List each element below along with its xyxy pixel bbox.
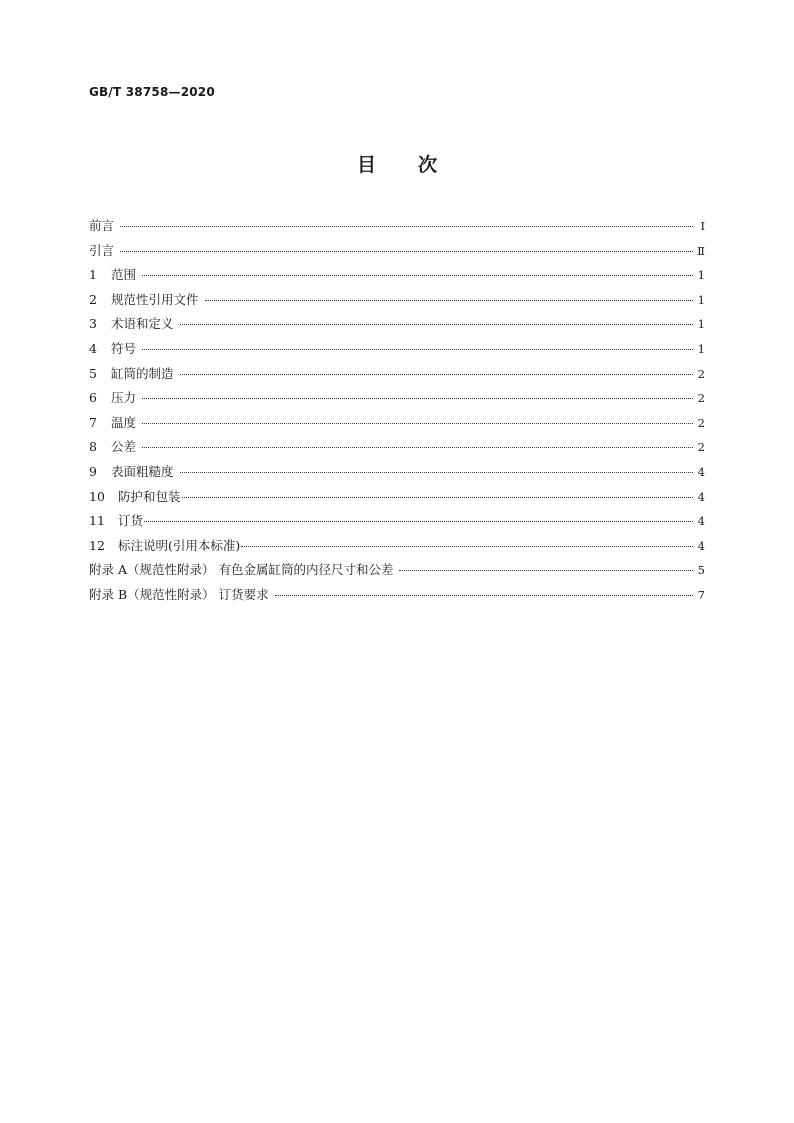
toc-leader <box>144 521 693 522</box>
toc-number: 10 <box>89 488 105 504</box>
toc-leader <box>142 423 693 424</box>
toc-leader <box>142 447 693 448</box>
toc-leader <box>180 374 693 375</box>
toc-entry-annex-b[interactable] <box>89 585 705 610</box>
toc-page: 1 <box>697 268 705 283</box>
page-title <box>0 150 794 177</box>
toc-number: 12 <box>89 537 105 553</box>
toc-number: 11 <box>89 513 105 529</box>
toc-label: 压力 <box>111 390 137 406</box>
toc-label: 温度 <box>111 414 137 430</box>
toc-label: 订货 <box>118 513 144 529</box>
toc-page: 2 <box>697 391 705 406</box>
toc-leader <box>275 595 693 596</box>
toc-number: 3 <box>89 316 97 332</box>
toc-entry-3[interactable] <box>89 314 705 339</box>
toc-entry-6[interactable] <box>89 388 705 413</box>
toc-leader <box>142 275 693 276</box>
toc-entry-8[interactable] <box>89 437 705 462</box>
toc-label: 缸筒的制造 <box>111 365 174 381</box>
toc-entry-10[interactable] <box>89 487 705 512</box>
toc-label: 防护和包装 <box>118 488 181 504</box>
toc-leader <box>182 497 693 498</box>
toc-page: 4 <box>697 538 705 553</box>
toc-number: 5 <box>89 365 97 381</box>
toc-page: Ⅱ <box>697 243 705 258</box>
toc-number: 7 <box>89 414 97 430</box>
toc-page: 2 <box>697 415 705 430</box>
toc-leader <box>142 398 693 399</box>
toc-label: 术语和定义 <box>111 316 174 332</box>
toc-number: 4 <box>89 340 97 356</box>
toc-label: 标注说明(引用本标准) <box>118 537 241 553</box>
toc-entry-1[interactable] <box>89 265 705 290</box>
toc-label: 附录 B（规范性附录） 订货要求 <box>89 586 269 602</box>
toc-number: 8 <box>89 439 97 455</box>
toc-entry-9[interactable] <box>89 462 705 487</box>
toc-entry-12[interactable] <box>89 536 705 561</box>
toc-entry-7[interactable] <box>89 413 705 438</box>
toc-leader <box>241 546 693 547</box>
toc-page: 5 <box>697 563 705 578</box>
toc-label: 符号 <box>111 340 137 356</box>
toc-leader <box>120 251 693 252</box>
toc-page: 1 <box>697 292 705 307</box>
toc-label: 规范性引用文件 <box>111 291 199 307</box>
toc-number: 1 <box>89 267 97 283</box>
toc-page: Ⅰ <box>700 219 705 233</box>
toc-leader <box>399 570 693 571</box>
toc-entry-2[interactable] <box>89 290 705 315</box>
toc-entry-11[interactable] <box>89 511 705 536</box>
toc-label: 表面粗糙度 <box>111 463 174 479</box>
toc-page: 2 <box>697 366 705 381</box>
toc-leader <box>205 300 693 301</box>
toc-leader <box>142 349 693 350</box>
title-char-2: 次 <box>418 154 438 176</box>
title-char-1: 目 <box>356 154 376 176</box>
toc-leader <box>180 472 693 473</box>
toc-page: 7 <box>697 587 705 602</box>
toc-label: 附录 A（规范性附录） 有色金属缸筒的内径尺寸和公差 <box>89 562 394 578</box>
toc-label: 范围 <box>111 267 137 283</box>
toc-entry-annex-a[interactable] <box>89 560 705 585</box>
table-of-contents <box>89 216 705 610</box>
document-header: GB/T 38758—2020 <box>89 85 215 99</box>
toc-leader <box>180 324 693 325</box>
toc-label: 引言 <box>89 242 115 258</box>
toc-entry-foreword[interactable] <box>89 216 705 241</box>
toc-label: 前言 <box>89 218 115 233</box>
toc-number: 2 <box>89 291 97 307</box>
toc-page: 1 <box>697 341 705 356</box>
toc-entry-4[interactable] <box>89 339 705 364</box>
toc-number: 6 <box>89 390 97 406</box>
toc-page: 4 <box>697 514 705 529</box>
toc-page: 2 <box>697 440 705 455</box>
toc-number: 9 <box>89 463 97 479</box>
toc-page: 1 <box>697 317 705 332</box>
toc-page: 4 <box>697 464 705 479</box>
toc-entry-introduction[interactable] <box>89 241 705 266</box>
toc-entry-5[interactable] <box>89 364 705 389</box>
toc-page: 4 <box>697 489 705 504</box>
toc-label: 公差 <box>111 439 137 455</box>
toc-leader <box>120 226 693 227</box>
